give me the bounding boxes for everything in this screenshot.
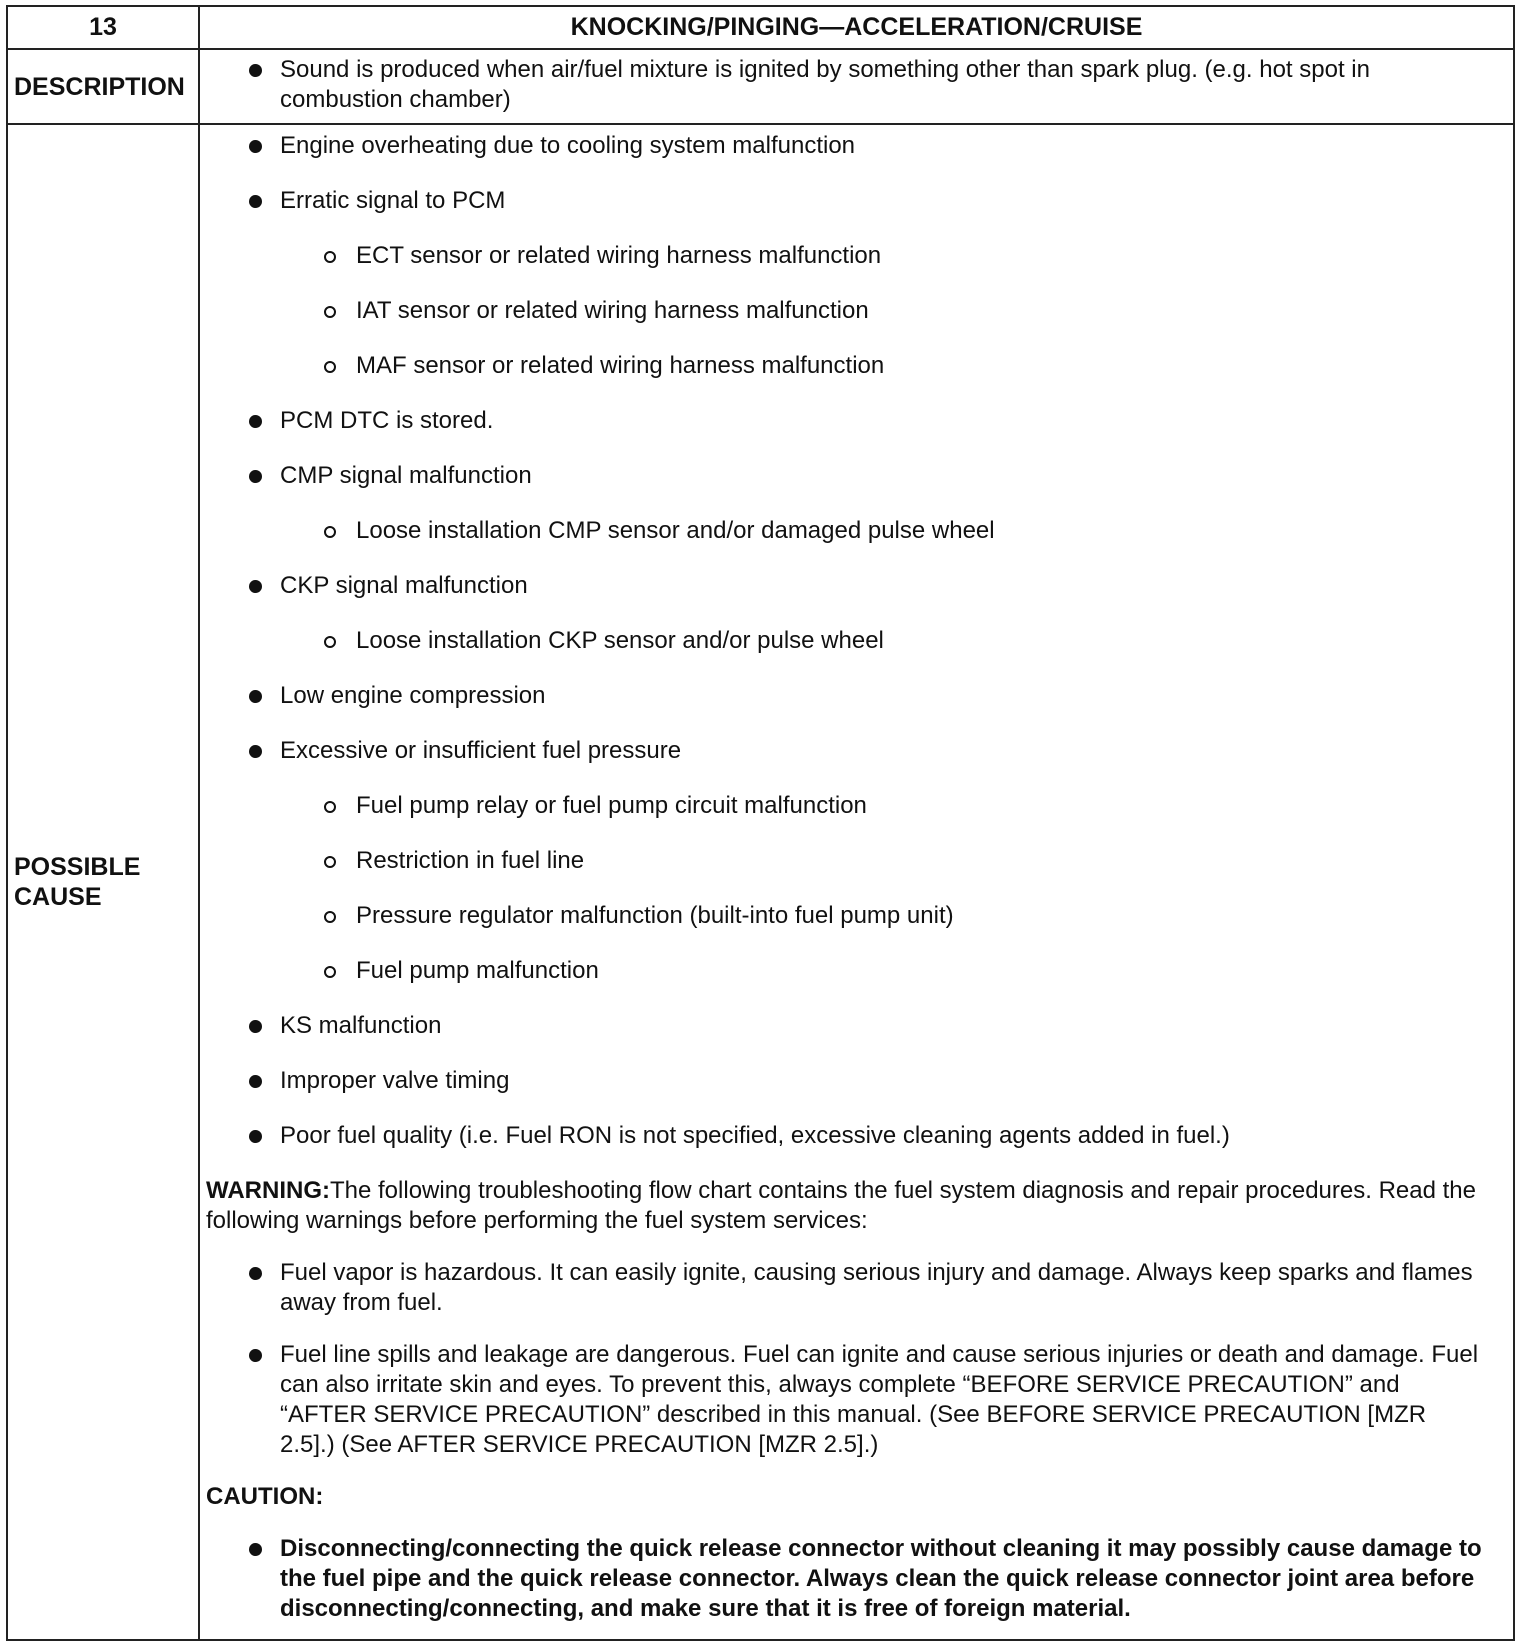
cause-item: Excessive or insufficient fuel pressure	[200, 736, 1513, 766]
page-title: KNOCKING/PINGING—ACCELERATION/CRUISE	[199, 6, 1514, 49]
cause-subitem: Restriction in fuel line	[200, 846, 1513, 876]
cause-subitem: IAT sensor or related wiring harness malfunction	[200, 296, 1513, 326]
warning-item: Fuel vapor is hazardous. It can easily ignite, causing serious injury and damage. Always keep sparks and flames away from fuel.	[200, 1258, 1513, 1318]
possible-cause-row	[7, 124, 1514, 1640]
troubleshooting-table	[6, 5, 1515, 1641]
caution-label: CAUTION:	[206, 1483, 324, 1510]
cause-item: Improper valve timing	[200, 1066, 1513, 1096]
description-label: DESCRIPTION	[7, 49, 199, 124]
cause-subitem: Loose installation CMP sensor and/or damaged pulse wheel	[200, 516, 1513, 546]
possible-cause-label-text: POSSIBLE CAUSE	[14, 853, 141, 911]
cause-subitem: Pressure regulator malfunction (built-into fuel pump unit)	[200, 901, 1513, 931]
caution-item: Disconnecting/connecting the quick release connector without cleaning it may possibly cause damage to the fuel pipe and the quick release connector. Always clean the quick release connector joint area before disconnecting/connecting, and make sure that it is free of foreign material.	[200, 1534, 1513, 1624]
cause-item: Low engine compression	[200, 681, 1513, 711]
cause-subitem: ECT sensor or related wiring harness malfunction	[200, 241, 1513, 271]
warning-label: WARNING:	[206, 1177, 330, 1204]
description-cell	[199, 49, 1514, 124]
description-text: Sound is produced when air/fuel mixture is ignited by something other than spark plug. (e.g. hot spot in combustion chamber)	[200, 55, 1513, 115]
cause-item: CKP signal malfunction	[200, 571, 1513, 601]
cause-subitem: Loose installation CKP sensor and/or pulse wheel	[200, 626, 1513, 656]
warning-paragraph	[200, 1176, 1513, 1236]
cause-subitem: MAF sensor or related wiring harness malfunction	[200, 351, 1513, 381]
header-row	[7, 6, 1514, 49]
cause-subitem: Fuel pump relay or fuel pump circuit malfunction	[200, 791, 1513, 821]
description-row	[7, 49, 1514, 124]
cause-item: Poor fuel quality (i.e. Fuel RON is not specified, excessive cleaning agents added in fuel.)	[200, 1121, 1513, 1151]
cause-item: CMP signal malfunction	[200, 461, 1513, 491]
possible-cause-cell	[199, 124, 1514, 1640]
cause-item: Engine overheating due to cooling system malfunction	[200, 131, 1513, 161]
warning-text: The following troubleshooting flow chart contains the fuel system diagnosis and repair procedures. Read the following warnings before performing the fuel system services:	[206, 1177, 1476, 1234]
warning-item: Fuel line spills and leakage are dangerous. Fuel can ignite and cause serious injuries or death and damage. Fuel can also irritate skin and eyes. To prevent this, always complete “BEFORE SERVICE PRECAUTION” and “AFTER SERVICE PRECAUTION” described in this manual. (See BEFORE SERVICE PRECAUTION [MZR 2.5].) (See AFTER SERVICE PRECAUTION [MZR 2.5].)	[200, 1340, 1513, 1460]
cause-item: PCM DTC is stored.	[200, 406, 1513, 436]
cause-item: Erratic signal to PCM	[200, 186, 1513, 216]
cause-item: KS malfunction	[200, 1011, 1513, 1041]
cause-subitem: Fuel pump malfunction	[200, 956, 1513, 986]
step-number: 13	[7, 6, 199, 49]
possible-cause-label	[7, 124, 199, 1640]
